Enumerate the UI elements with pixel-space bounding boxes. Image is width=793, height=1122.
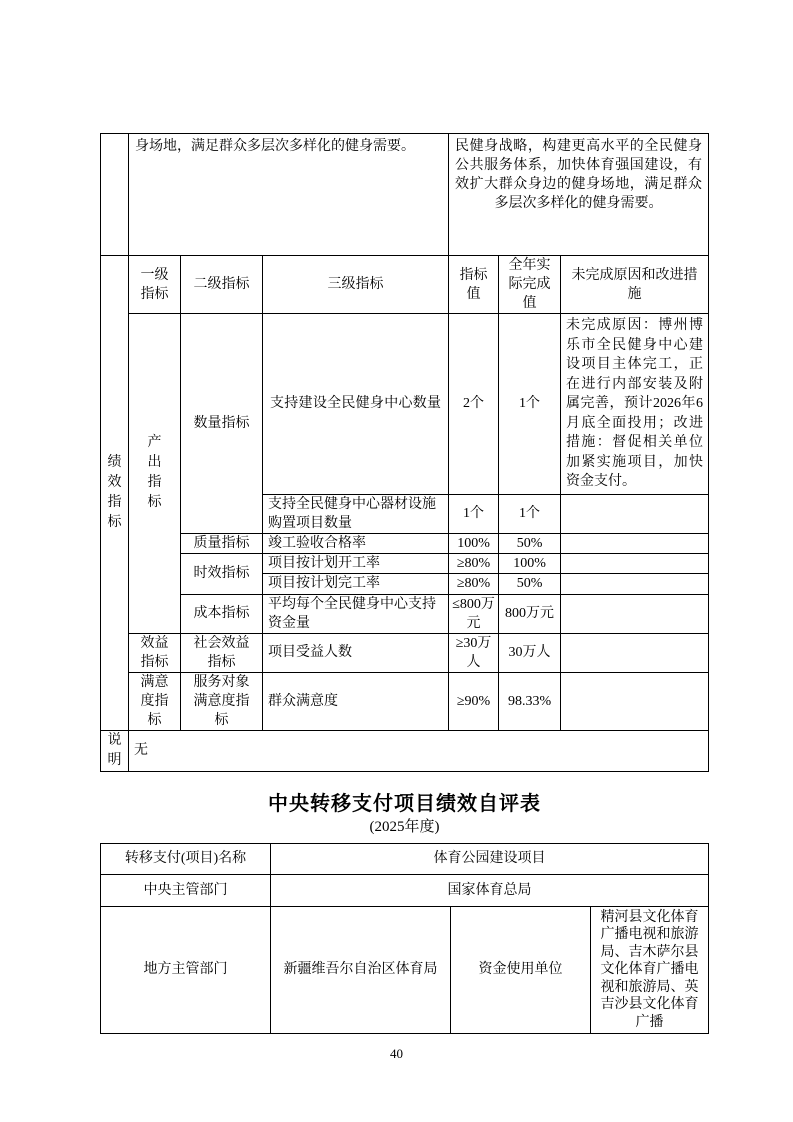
indicator-header-row bbox=[101, 256, 709, 314]
level1-satisfaction-indicator: 满意度指标 bbox=[129, 672, 181, 730]
selfeval-table-title: 中央转移支付项目绩效自评表 bbox=[268, 792, 541, 815]
project-name-label: 转移支付(项目)名称 bbox=[101, 843, 271, 874]
remark-cell-empty bbox=[561, 553, 709, 573]
actual-value: 30万人 bbox=[499, 633, 561, 672]
actual-value: 98.33% bbox=[499, 672, 561, 730]
header-remark: 未完成原因和改进措施 bbox=[561, 256, 709, 314]
indicator-name: 竣工验收合格率 bbox=[263, 533, 449, 553]
actual-value: 100% bbox=[499, 553, 561, 573]
central-dept-label: 中央主管部门 bbox=[101, 874, 271, 906]
header-level2: 二级指标 bbox=[181, 256, 263, 314]
level1-benefit-indicator: 效益指标 bbox=[129, 633, 181, 672]
actual-value: 50% bbox=[499, 533, 561, 553]
page-number: 40 bbox=[390, 1046, 403, 1061]
target-value: 2个 bbox=[449, 314, 499, 495]
level2-quality-indicator: 质量指标 bbox=[181, 533, 263, 553]
table-row bbox=[101, 314, 709, 495]
indicator-name: 项目按计划完工率 bbox=[263, 573, 449, 594]
header-level1: 一级指标 bbox=[129, 256, 181, 314]
selfeval-table-subtitle: (2025年度) bbox=[369, 818, 440, 835]
actual-value: 1个 bbox=[499, 494, 561, 533]
remark-cell-empty bbox=[561, 494, 709, 533]
local-dept-row bbox=[101, 906, 709, 1034]
remark-cell-empty bbox=[561, 533, 709, 553]
indicator-name: 支持全民健身中心器材设施购置项目数量 bbox=[263, 494, 449, 533]
indicator-name: 项目受益人数 bbox=[263, 633, 449, 672]
goal-continuation-row bbox=[101, 134, 709, 256]
goal-text-left: 身场地，满足群众多层次多样化的健身需要。 bbox=[129, 134, 449, 256]
remark-text: 未完成原因：博州博乐市全民健身中心建设项目主体完工，正在进行内部安装及附属完善，预计2026年6月底全面投用；改进措施：督促相关单位加紧实施项目，加快资金支付。 bbox=[561, 314, 709, 495]
page-content bbox=[100, 133, 709, 1034]
project-name-value: 体育公园建设项目 bbox=[271, 843, 709, 874]
table-row bbox=[101, 533, 709, 553]
target-value: 100% bbox=[449, 533, 499, 553]
target-value: 1个 bbox=[449, 494, 499, 533]
fund-user-label: 资金使用单位 bbox=[451, 906, 591, 1034]
level1-output-indicator: 产出指标 bbox=[129, 314, 181, 634]
level2-cost-indicator: 成本指标 bbox=[181, 594, 263, 633]
table-row bbox=[101, 633, 709, 672]
header-actual-value: 全年实际完成值 bbox=[499, 256, 561, 314]
target-value: ≥80% bbox=[449, 573, 499, 594]
level2-quantity-indicator: 数量指标 bbox=[181, 314, 263, 534]
note-label: 说明 bbox=[101, 730, 129, 771]
actual-value: 50% bbox=[499, 573, 561, 594]
central-dept-value: 国家体育总局 bbox=[271, 874, 709, 906]
section-label-performance: 绩效指标 bbox=[101, 256, 129, 731]
header-target-value: 指标值 bbox=[449, 256, 499, 314]
local-dept-label: 地方主管部门 bbox=[101, 906, 271, 1034]
level2-service-satisfaction-indicator: 服务对象满意度指标 bbox=[181, 672, 263, 730]
remark-cell-empty bbox=[561, 672, 709, 730]
level2-timeliness-indicator: 时效指标 bbox=[181, 553, 263, 594]
target-value: ≤800万元 bbox=[449, 594, 499, 633]
indicator-name: 群众满意度 bbox=[263, 672, 449, 730]
empty-section-cell bbox=[101, 134, 129, 256]
project-name-row bbox=[101, 843, 709, 874]
indicator-name: 支持建设全民健身中心数量 bbox=[263, 314, 449, 495]
remark-cell-empty bbox=[561, 573, 709, 594]
level2-social-benefit-indicator: 社会效益指标 bbox=[181, 633, 263, 672]
indicator-name: 平均每个全民健身中心支持资金量 bbox=[263, 594, 449, 633]
table-row bbox=[101, 594, 709, 633]
performance-indicator-table bbox=[100, 133, 709, 772]
local-dept-value: 新疆维吾尔自治区体育局 bbox=[271, 906, 451, 1034]
target-value: ≥30万人 bbox=[449, 633, 499, 672]
header-level3: 三级指标 bbox=[263, 256, 449, 314]
selfeval-table bbox=[100, 843, 709, 1035]
target-value: ≥80% bbox=[449, 553, 499, 573]
remark-cell-empty bbox=[561, 594, 709, 633]
table-row bbox=[101, 553, 709, 573]
central-dept-row bbox=[101, 874, 709, 906]
remark-cell-empty bbox=[561, 633, 709, 672]
actual-value: 1个 bbox=[499, 314, 561, 495]
goal-text-right: 民健身战略，构建更高水平的全民健身公共服务体系，加快体育强国建设，有效扩大群众身边的健身场地，满足群众多层次多样化的健身需要。 bbox=[449, 134, 709, 256]
table-row bbox=[101, 672, 709, 730]
actual-value: 800万元 bbox=[499, 594, 561, 633]
note-value: 无 bbox=[129, 730, 709, 771]
indicator-name: 项目按计划开工率 bbox=[263, 553, 449, 573]
note-row bbox=[101, 730, 709, 771]
target-value: ≥90% bbox=[449, 672, 499, 730]
fund-user-value: 精河县文化体育广播电视和旅游局、吉木萨尔县文化体育广播电视和旅游局、英吉沙县文化体育广播 bbox=[591, 906, 709, 1034]
